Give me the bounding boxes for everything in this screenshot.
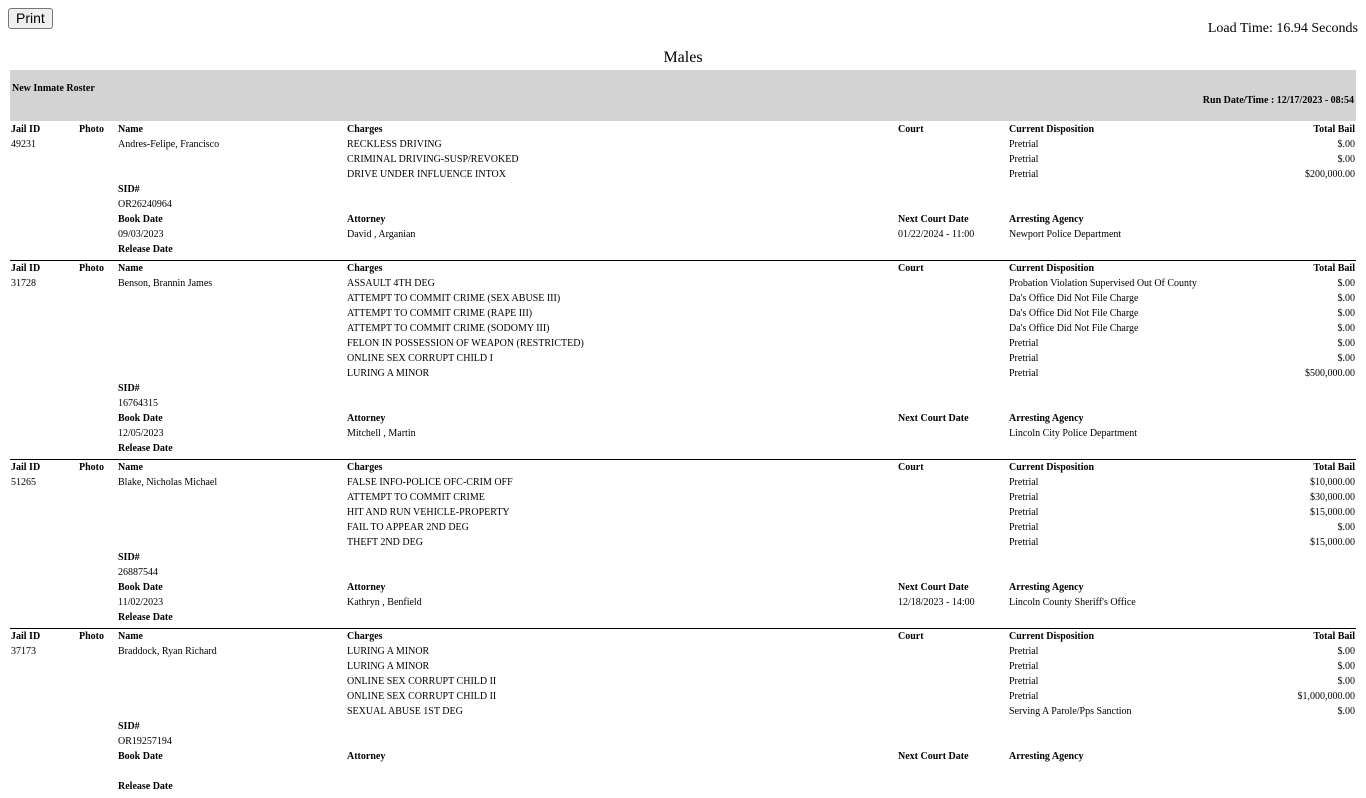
charge-bail: $30,000.00 (1310, 492, 1355, 503)
arresting-agency-label: Arresting Agency (1009, 214, 1084, 225)
sid-label: SID# (118, 184, 140, 195)
inmate-name: Benson, Brannin James (118, 278, 213, 289)
charge-bail: $1,000,000.00 (1297, 691, 1355, 702)
charge: ATTEMPT TO COMMIT CRIME (SEX ABUSE III) (347, 293, 561, 304)
inmate-record (0, 629, 1366, 794)
next-court-date: 01/22/2024 - 11:00 (898, 229, 975, 240)
attorney-label: Attorney (347, 751, 386, 762)
book-date: 11/02/2023 (118, 597, 164, 608)
total-bail-label: Total Bail (1313, 462, 1355, 473)
attorney-label: Attorney (347, 413, 386, 424)
charges-label: Charges (347, 263, 383, 274)
charge-disposition: Pretrial (1009, 661, 1039, 672)
charge: ONLINE SEX CORRUPT CHILD I (347, 353, 493, 364)
load-time: Load Time: 16.94 Seconds (1207, 21, 1358, 36)
charge-disposition: Pretrial (1009, 522, 1039, 533)
charge-disposition: Da's Office Did Not File Charge (1009, 323, 1139, 334)
charge-bail: $.00 (1337, 353, 1355, 364)
charge-disposition: Da's Office Did Not File Charge (1009, 308, 1139, 319)
total-bail-label: Total Bail (1313, 263, 1355, 274)
total-bail-label: Total Bail (1313, 631, 1355, 642)
charge-bail: $.00 (1337, 522, 1355, 533)
charge-disposition: Da's Office Did Not File Charge (1009, 293, 1139, 304)
charge-bail: $.00 (1337, 646, 1355, 657)
sid-value: 26887544 (118, 567, 158, 578)
charge: FAIL TO APPEAR 2ND DEG (347, 522, 469, 533)
name-label: Name (118, 124, 143, 135)
next-court-date-label: Next Court Date (898, 751, 969, 762)
charge-disposition: Pretrial (1009, 477, 1039, 488)
next-court-date-label: Next Court Date (898, 214, 969, 225)
book-date-label: Book Date (118, 751, 163, 762)
charge-bail: $.00 (1337, 278, 1355, 289)
charge-bail: $.00 (1337, 293, 1355, 304)
court-label: Court (898, 263, 924, 274)
charge-disposition: Pretrial (1009, 169, 1039, 180)
sid-label: SID# (118, 721, 140, 732)
sid-value: 16764315 (118, 398, 158, 409)
charge: DRIVE UNDER INFLUENCE INTOX (347, 169, 506, 180)
arresting-agency: Newport Police Department (1009, 229, 1122, 240)
sid-label: SID# (118, 552, 140, 563)
book-date: 12/05/2023 (118, 428, 164, 439)
charge-bail: $.00 (1337, 154, 1355, 165)
jail-id-label: Jail ID (11, 462, 41, 473)
disposition-label: Current Disposition (1009, 124, 1095, 135)
charge-bail: $.00 (1337, 338, 1355, 349)
photo-label: Photo (79, 124, 104, 135)
charge-disposition: Pretrial (1009, 507, 1039, 518)
charge: LURING A MINOR (347, 661, 430, 672)
charges-label: Charges (347, 462, 383, 473)
total-bail-label: Total Bail (1313, 124, 1355, 135)
sid-value: OR26240964 (118, 199, 172, 210)
charge-bail: $10,000.00 (1310, 477, 1355, 488)
court-label: Court (898, 462, 924, 473)
report-header (10, 70, 1356, 121)
report-name: New Inmate Roster (12, 83, 95, 94)
book-date-label: Book Date (118, 413, 163, 424)
jail-id: 49231 (11, 139, 36, 150)
attorney-label: Attorney (347, 582, 386, 593)
disposition-label: Current Disposition (1009, 263, 1095, 274)
jail-id: 51265 (11, 477, 36, 488)
charges-label: Charges (347, 124, 383, 135)
photo-label: Photo (79, 263, 104, 274)
charge-disposition: Pretrial (1009, 646, 1039, 657)
disposition-label: Current Disposition (1009, 462, 1095, 473)
charge-disposition: Serving A Parole/Pps Sanction (1009, 706, 1132, 717)
charge-bail: $.00 (1337, 139, 1355, 150)
charge-disposition: Pretrial (1009, 676, 1039, 687)
inmate-roster (0, 122, 1366, 798)
charge: ASSAULT 4TH DEG (347, 278, 435, 289)
charge-disposition: Pretrial (1009, 353, 1039, 364)
inmate-name: Braddock, Ryan Richard (118, 646, 217, 657)
inmate-name: Blake, Nicholas Michael (118, 477, 218, 488)
attorney: Kathryn , Benfield (347, 597, 422, 608)
release-date-label: Release Date (118, 443, 173, 454)
charge: LURING A MINOR (347, 368, 430, 379)
charge-disposition: Pretrial (1009, 154, 1039, 165)
charge-disposition: Pretrial (1009, 492, 1039, 503)
charge: ONLINE SEX CORRUPT CHILD II (347, 676, 497, 687)
jail-id-label: Jail ID (11, 631, 41, 642)
sid-label: SID# (118, 383, 140, 394)
name-label: Name (118, 462, 143, 473)
disposition-label: Current Disposition (1009, 631, 1095, 642)
charge: ONLINE SEX CORRUPT CHILD II (347, 691, 497, 702)
inmate-record (0, 261, 1366, 456)
charge-bail: $15,000.00 (1310, 507, 1355, 518)
release-date-label: Release Date (118, 612, 173, 623)
next-court-date-label: Next Court Date (898, 582, 969, 593)
charge-disposition: Pretrial (1009, 691, 1039, 702)
jail-id-label: Jail ID (11, 124, 41, 135)
charge: LURING A MINOR (347, 646, 430, 657)
release-date-label: Release Date (118, 244, 173, 255)
photo-label: Photo (79, 631, 104, 642)
charge: ATTEMPT TO COMMIT CRIME (RAPE III) (347, 308, 533, 319)
charge: HIT AND RUN VEHICLE-PROPERTY (347, 507, 510, 518)
charge: FALSE INFO-POLICE OFC-CRIM OFF (347, 477, 513, 488)
charge-disposition: Pretrial (1009, 139, 1039, 150)
inmate-record (0, 460, 1366, 625)
charge: ATTEMPT TO COMMIT CRIME (347, 492, 485, 503)
inmate-name: Andres-Felipe, Francisco (118, 139, 220, 150)
charge: CRIMINAL DRIVING-SUSP/REVOKED (347, 154, 519, 165)
jail-id-label: Jail ID (11, 263, 41, 274)
attorney: Mitchell , Martin (347, 428, 416, 439)
charge-disposition: Pretrial (1009, 338, 1039, 349)
print-button[interactable]: Print (8, 8, 53, 29)
page-title: Males (663, 49, 703, 66)
jail-id: 31728 (11, 278, 36, 289)
charge-bail: $.00 (1337, 676, 1355, 687)
charge-bail: $200,000.00 (1305, 169, 1355, 180)
next-court-date-label: Next Court Date (898, 413, 969, 424)
arresting-agency-label: Arresting Agency (1009, 413, 1084, 424)
name-label: Name (118, 263, 143, 274)
sid-value: OR19257194 (118, 736, 172, 747)
book-date-label: Book Date (118, 214, 163, 225)
charge-bail: $.00 (1337, 323, 1355, 334)
photo-label: Photo (79, 462, 104, 473)
run-date: Run Date/Time : 12/17/2023 - 08:54 (1202, 95, 1354, 106)
attorney-label: Attorney (347, 214, 386, 225)
charge: ATTEMPT TO COMMIT CRIME (SODOMY III) (347, 323, 550, 334)
charge-bail: $.00 (1337, 706, 1355, 717)
charge: SEXUAL ABUSE 1ST DEG (347, 706, 463, 717)
charge: RECKLESS DRIVING (347, 139, 442, 150)
name-label: Name (118, 631, 143, 642)
court-label: Court (898, 124, 924, 135)
arresting-agency: Lincoln City Police Department (1009, 428, 1138, 439)
release-date-label: Release Date (118, 781, 173, 792)
arresting-agency: Lincoln County Sheriff's Office (1009, 597, 1136, 608)
court-label: Court (898, 631, 924, 642)
charge-bail: $.00 (1337, 661, 1355, 672)
charge-disposition: Probation Violation Supervised Out Of County (1009, 278, 1197, 289)
charge-bail: $15,000.00 (1310, 537, 1355, 548)
book-date-label: Book Date (118, 582, 163, 593)
arresting-agency-label: Arresting Agency (1009, 582, 1084, 593)
charge-bail: $.00 (1337, 308, 1355, 319)
arresting-agency-label: Arresting Agency (1009, 751, 1084, 762)
charges-label: Charges (347, 631, 383, 642)
book-date: 09/03/2023 (118, 229, 164, 240)
charge-disposition: Pretrial (1009, 537, 1039, 548)
charge-bail: $500,000.00 (1305, 368, 1355, 379)
attorney: David , Arganian (347, 229, 416, 240)
charge-disposition: Pretrial (1009, 368, 1039, 379)
next-court-date: 12/18/2023 - 14:00 (898, 597, 975, 608)
charge: FELON IN POSSESSION OF WEAPON (RESTRICTED) (347, 338, 584, 349)
charge: THEFT 2ND DEG (347, 537, 423, 548)
jail-id: 37173 (11, 646, 36, 657)
inmate-record (0, 122, 1366, 257)
